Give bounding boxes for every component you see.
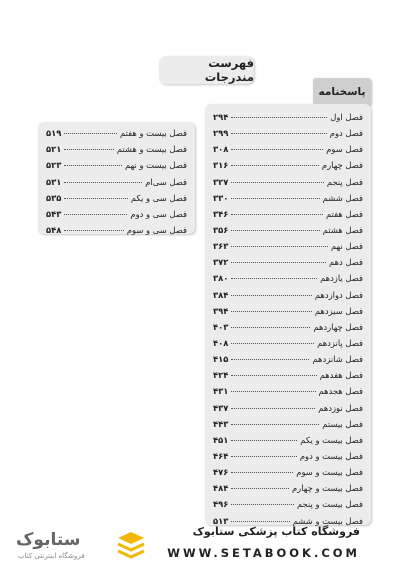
dot-leader — [231, 456, 297, 457]
store-url[interactable]: WWW.SETABOOK.COM — [167, 546, 360, 560]
toc-entry — [213, 499, 363, 515]
toc-entry-page: ۲۹۴ — [213, 112, 229, 122]
dot-leader — [231, 278, 317, 279]
toc-entry-page: ۳۱۶ — [213, 160, 229, 171]
answers-header: پاسخنامه — [318, 86, 366, 98]
toc-entry-label: فصل بیست و سوم — [296, 467, 363, 478]
toc-entry — [213, 338, 363, 354]
toc-entry — [213, 403, 363, 419]
dot-leader — [64, 165, 122, 166]
dot-leader — [64, 214, 127, 215]
toc-entry-page: ۴۱۵ — [213, 354, 229, 365]
toc-entry-label: فصل سی و سوم — [126, 225, 187, 236]
toc-entry-page: ۴۴۳ — [213, 418, 229, 429]
toc-entry-page: ۳۸۰ — [213, 273, 229, 284]
toc-entry-page: ۴۳۱ — [213, 386, 229, 397]
toc-entry-page: ۵۴۳ — [46, 208, 62, 219]
toc-entry-label: فصل پانزدهم — [317, 337, 363, 348]
toc-entry-page: ۵۳۱ — [46, 176, 62, 187]
dot-leader — [64, 149, 113, 150]
toc-entry-label: فصل سیزدهم — [314, 305, 363, 316]
toc-entry-label: فصل بیست و چهارم — [291, 483, 363, 494]
toc-entry — [213, 160, 363, 176]
toc-entry — [46, 209, 187, 225]
toc-entry — [213, 144, 363, 160]
toc-entry-label: فصل بیست و هفتم — [120, 128, 187, 138]
toc-entry — [46, 144, 187, 160]
toc-entry-label: فصل نوزدهم — [318, 402, 363, 413]
toc-entry-page: ۳۹۴ — [213, 305, 229, 316]
toc-entry-label: فصل اول — [330, 112, 363, 122]
toc-entry-page: ۳۴۶ — [213, 208, 229, 219]
toc-entry — [213, 483, 363, 499]
toc-entry-page: ۵۴۸ — [46, 225, 62, 236]
toc-entry-page: ۳۳۰ — [213, 192, 229, 203]
toc-entry — [46, 160, 187, 176]
dot-leader — [64, 230, 123, 231]
dot-leader — [231, 262, 326, 263]
answers-header-tab — [313, 78, 371, 106]
toc-entry-page: ۴۶۴ — [213, 450, 229, 461]
toc-entry-page: ۵۲۳ — [46, 160, 62, 171]
toc-entry-page: ۳۰۸ — [213, 144, 229, 155]
answers-toc-box — [205, 104, 371, 525]
dot-leader — [231, 504, 294, 505]
dot-leader — [231, 359, 309, 360]
toc-entry — [213, 273, 363, 289]
toc-entry — [213, 225, 363, 241]
toc-entry-label: فصل بیست و پنجم — [296, 499, 363, 510]
toc-entry-label: فصل بیست و هشتم — [116, 144, 187, 155]
toc-entry — [213, 112, 363, 128]
toc-entry-label: فصل ششم — [322, 192, 363, 203]
toc-entry-label: فصل بیست و نهم — [125, 160, 187, 171]
toc-entry-page: ۵۲۱ — [46, 144, 62, 155]
toc-entry — [46, 177, 187, 193]
toc-entry-page: ۴۸۴ — [213, 483, 229, 494]
toc-entry-label: فصل نهم — [330, 241, 363, 252]
toc-entry-page: ۳۷۲ — [213, 257, 229, 268]
toc-entry-page: ۲۹۹ — [213, 128, 229, 139]
toc-entry — [213, 128, 363, 144]
toc-entry-label: فصل چهارم — [321, 160, 363, 171]
dot-leader — [231, 440, 297, 441]
dot-leader — [231, 343, 314, 344]
toc-entry-label: فصل یازدهم — [320, 273, 363, 284]
dot-leader — [231, 295, 312, 296]
toc-entry-label: فصل سوم — [326, 144, 363, 155]
toc-entry-page: ۴۹۶ — [213, 499, 229, 510]
dot-leader — [231, 327, 310, 328]
toc-entry — [213, 451, 363, 467]
toc-entry-page: ۴۷۶ — [213, 467, 229, 478]
toc-entry — [213, 177, 363, 193]
dot-leader — [231, 391, 315, 392]
dot-leader — [231, 311, 312, 312]
toc-entry — [213, 209, 363, 225]
toc-entry-page: ۵۱۳ — [213, 515, 229, 526]
dot-leader — [231, 117, 327, 118]
toc-entry-label: فصل پنجم — [326, 176, 363, 187]
toc-entry-label: فصل بیست و ششم — [292, 515, 363, 526]
page-title: فهرست مندرجات — [204, 56, 254, 84]
dot-leader — [231, 521, 289, 522]
dot-leader — [64, 198, 127, 199]
dot-leader — [231, 408, 315, 409]
toc-entry-label: فصل سی و یکم — [130, 192, 187, 203]
toc-entry — [213, 467, 363, 483]
toc-entry-label: فصل شانزدهم — [312, 354, 363, 365]
dot-leader — [231, 149, 323, 150]
toc-entry-label: فصل هشتم — [322, 224, 363, 235]
toc-entry-page: ۴۰۸ — [213, 337, 229, 348]
toc-entry-label: فصل بیست و دوم — [299, 450, 363, 461]
dot-leader — [231, 472, 293, 473]
toc-entry-label: فصل چهاردهم — [313, 321, 363, 332]
toc-entry-label: فصل هجدهم — [318, 386, 363, 397]
dot-leader — [231, 424, 319, 425]
toc-entry-page: ۴۳۷ — [213, 402, 229, 413]
toc-entry — [213, 306, 363, 322]
toc-entry — [213, 386, 363, 402]
dot-leader — [231, 165, 319, 166]
toc-entry-page: ۵۱۹ — [46, 128, 62, 138]
toc-entry-page: ۳۲۷ — [213, 176, 229, 187]
dot-leader — [231, 488, 289, 489]
toc-entry-page: ۳۸۴ — [213, 289, 229, 300]
toc-entry-page: ۳۵۶ — [213, 224, 229, 235]
toc-entry-label: فصل دوم — [329, 128, 363, 139]
toc-entry-label: فصل دوازدهم — [314, 289, 363, 300]
toc-entry-page: ۴۵۱ — [213, 434, 229, 445]
store-name: فروشگاه کتاب پزشکی ستابوک — [192, 525, 360, 538]
store-logo — [16, 530, 146, 562]
logo-subtitle: فروشگاه اینترنتی کتاب — [18, 552, 85, 560]
toc-entry — [213, 257, 363, 273]
dot-leader — [231, 246, 328, 247]
dot-leader — [64, 182, 142, 183]
toc-entry — [213, 322, 363, 338]
toc-entry-label: فصل سی و دوم — [130, 208, 187, 219]
toc-entry — [213, 290, 363, 306]
toc-entry — [213, 241, 363, 257]
toc-title-box — [159, 56, 254, 84]
logo-text: ستابوک — [16, 530, 81, 550]
dot-leader — [231, 230, 319, 231]
toc-entry-label: فصل دهم — [329, 257, 363, 268]
toc-entry-page: ۴۰۳ — [213, 321, 229, 332]
toc-entry-page: ۵۳۵ — [46, 192, 62, 203]
dot-leader — [231, 375, 316, 376]
continued-toc-box — [38, 122, 195, 234]
dot-leader — [231, 182, 324, 183]
toc-entry-label: فصل بیست و یکم — [300, 434, 363, 445]
toc-entry — [46, 225, 187, 241]
toc-entry-page: ۴۲۴ — [213, 370, 229, 381]
answers-toc-list — [213, 112, 363, 532]
toc-entry — [213, 370, 363, 386]
dot-leader — [231, 198, 319, 199]
continued-toc-list — [46, 128, 187, 241]
toc-entry — [213, 419, 363, 435]
toc-entry — [213, 435, 363, 451]
toc-entry — [213, 193, 363, 209]
dot-leader — [231, 214, 323, 215]
toc-entry-label: فصل بیستم — [322, 418, 363, 429]
toc-entry-label: فصل سی‌ام — [145, 176, 187, 187]
toc-entry — [46, 193, 187, 209]
toc-entry — [46, 128, 187, 144]
toc-entry — [213, 354, 363, 370]
toc-entry-label: فصل هفدهم — [319, 370, 363, 381]
book-stack-icon — [116, 530, 146, 560]
toc-entry-label: فصل هفتم — [325, 208, 363, 219]
dot-leader — [64, 133, 117, 134]
dot-leader — [231, 133, 326, 134]
toc-entry-page: ۳۶۳ — [213, 241, 229, 252]
